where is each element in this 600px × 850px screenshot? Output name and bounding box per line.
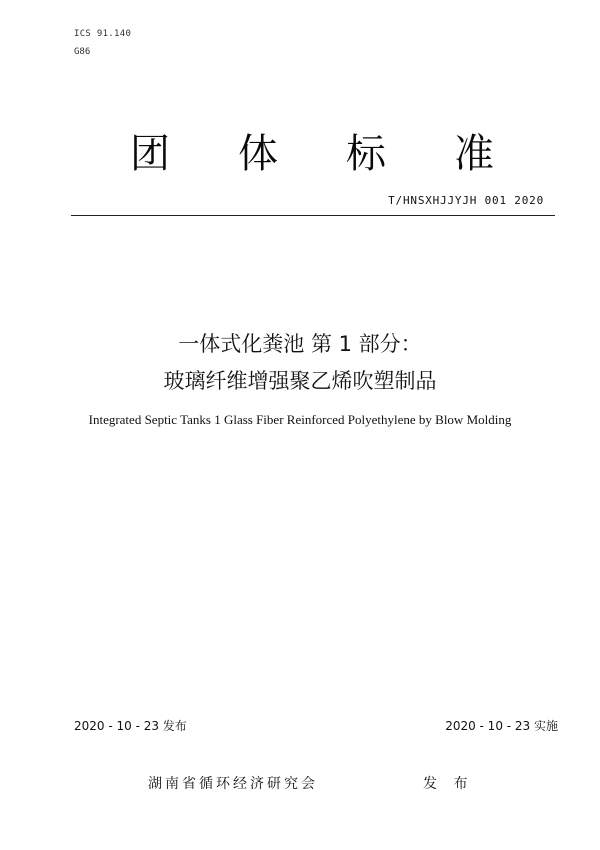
document-title-line2: 玻璃纤维增强聚乙烯吹塑制品 xyxy=(163,369,437,393)
publish-date: 2020 - 10 - 23 发布 xyxy=(74,719,187,733)
ics-code: ICS 91.140 xyxy=(74,29,132,39)
standard-type-char: 团 xyxy=(130,131,170,177)
ccs-code: G86 xyxy=(74,47,91,57)
header-divider xyxy=(71,215,555,216)
standard-type-heading xyxy=(130,122,494,179)
standard-type-char: 准 xyxy=(454,131,494,177)
standard-type-char: 体 xyxy=(238,131,278,177)
issue-label: 发 布 xyxy=(423,776,474,792)
standard-code: T/HNSXHJJYJH 001 2020 xyxy=(388,194,544,207)
document-title-english: Integrated Septic Tanks 1 Glass Fiber Reinforced Polyethylene by Blow Molding xyxy=(88,412,512,427)
issuing-organization: 湖南省循环经济研究会 xyxy=(148,776,318,792)
standard-type-char: 标 xyxy=(346,131,386,177)
implement-date: 2020 - 10 - 23 实施 xyxy=(445,719,558,733)
document-title-line1: 一体式化粪池 第 1 部分： xyxy=(178,332,422,356)
